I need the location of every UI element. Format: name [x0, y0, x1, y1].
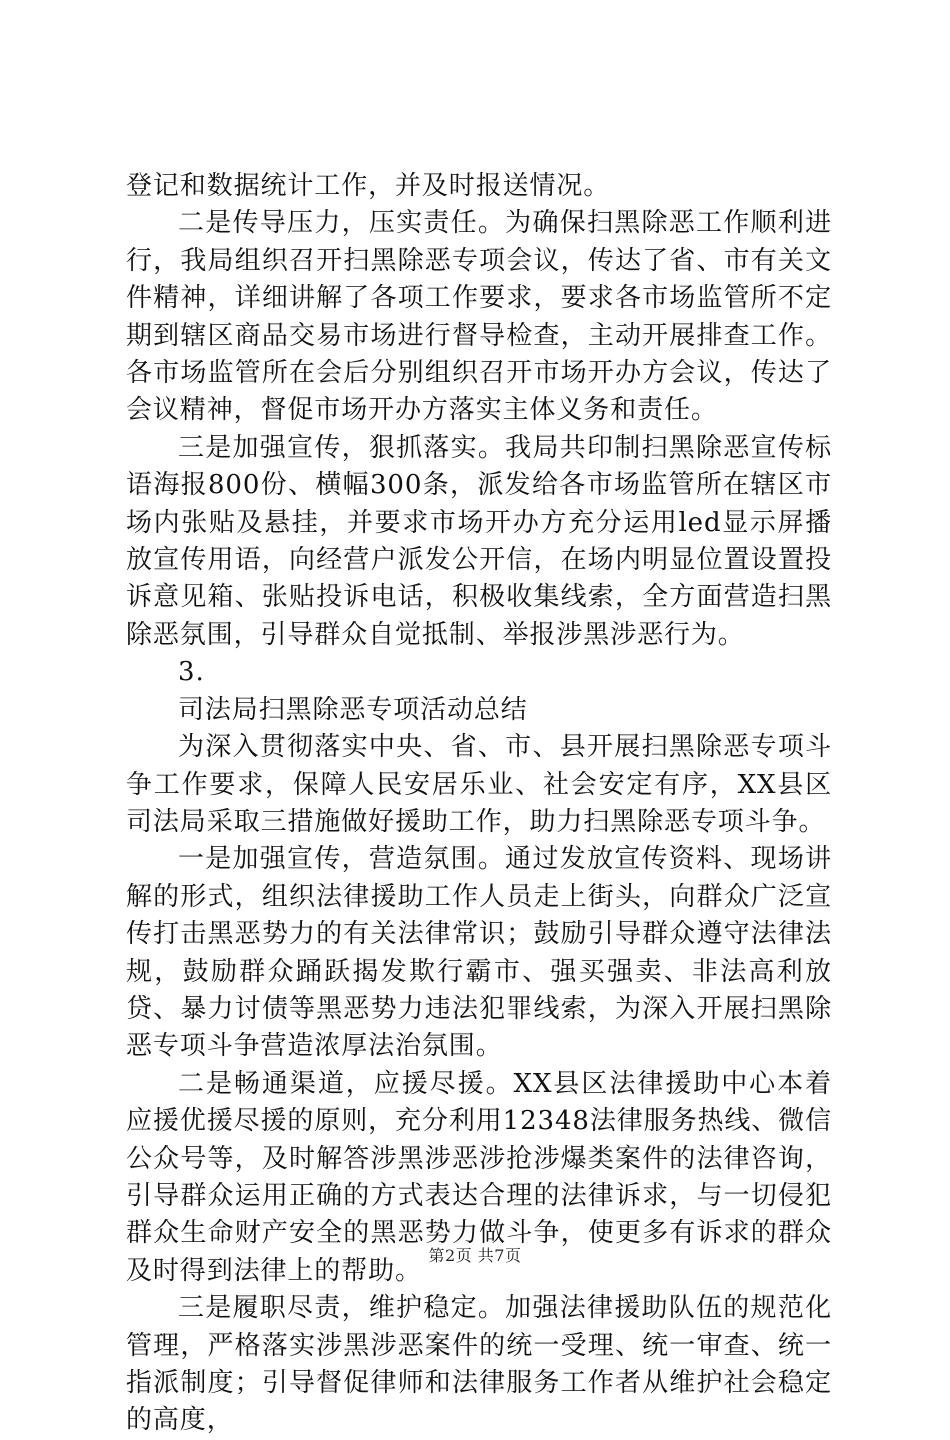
- paragraph-measure-two: 二是传导压力，压实责任。为确保扫黑除恶工作顺利进行，我局组织召开扫黑除恶专项会议，传达了省、市有关文件精神，详细讲解了各项工作要求，要求各市场监管所不定期到辖区商品交易市场进行督导检查，主动开展排查工作。各市场监管所在会后分别组织召开市场开办方会议，传达了会议精神，督促市场开办方落实主体义务和责任。: [126, 208, 832, 426]
- paragraph-measure-three-legal-aid: 三是履职尽责，维护稳定。加强法律援助队伍的规范化管理，严格落实涉黑涉恶案件的统一受理、统一审查、统一指派制度；引导督促律师和法律服务工作者从维护社会稳定的高度，: [126, 1293, 832, 1436]
- paragraph-continuation: 登记和数据统计工作，并及时报送情况。: [126, 171, 611, 201]
- paragraph-intro: 为深入贯彻落实中央、省、市、县开展扫黑除恶专项斗争工作要求，保障人民安居乐业、社会安定有序，XX县区司法局采取三措施做好援助工作，助力扫黑除恶专项斗争。: [126, 732, 832, 837]
- section-title: 司法局扫黑除恶专项活动总结: [178, 694, 528, 725]
- page-footer: 第2页 共7页: [428, 1246, 522, 1265]
- paragraph-measure-one: 一是加强宣传，营造氛围。通过发放宣传资料、现场讲解的形式，组织法律援助工作人员走上街头，向群众广泛宣传打击黑恶势力的有关法律常识；鼓励引导群众遵守法律法规，鼓励群众踊跃揭发欺行霸市、强买强卖、非法高利放贷、暴力讨债等黑恶势力违法犯罪线索，为深入开展扫黑除恶专项斗争营造浓厚法治氛围。: [126, 844, 832, 1062]
- section-number: 3.: [178, 657, 205, 688]
- paragraph-measure-two-legal-aid: 二是畅通渠道，应援尽援。XX县区法律援助中心本着应援优援尽援的原则，充分利用12348法律服务热线、微信公众号等，及时解答涉黑涉恶涉抢涉爆类案件的法律咨询，引导群众运用正确的方式表达合理的法律诉求，与一切侵犯群众生命财产安全的黑恶势力做斗争，使更多有诉求的群众及时得到法律上的帮助。: [126, 1068, 832, 1286]
- paragraph-measure-three: 三是加强宣传，狠抓落实。我局共印制扫黑除恶宣传标语海报800份、横幅300条，派发给各市场监管所在辖区市场内张贴及悬挂，并要求市场开办方充分运用led显示屏播放宣传用语，向经营户派发公开信，在场内明显位置设置投诉意见箱、张贴投诉电话，积极收集线索，全方面营造扫黑除恶氛围，引导群众自觉抵制、举报涉黑涉恶行为。: [126, 432, 832, 650]
